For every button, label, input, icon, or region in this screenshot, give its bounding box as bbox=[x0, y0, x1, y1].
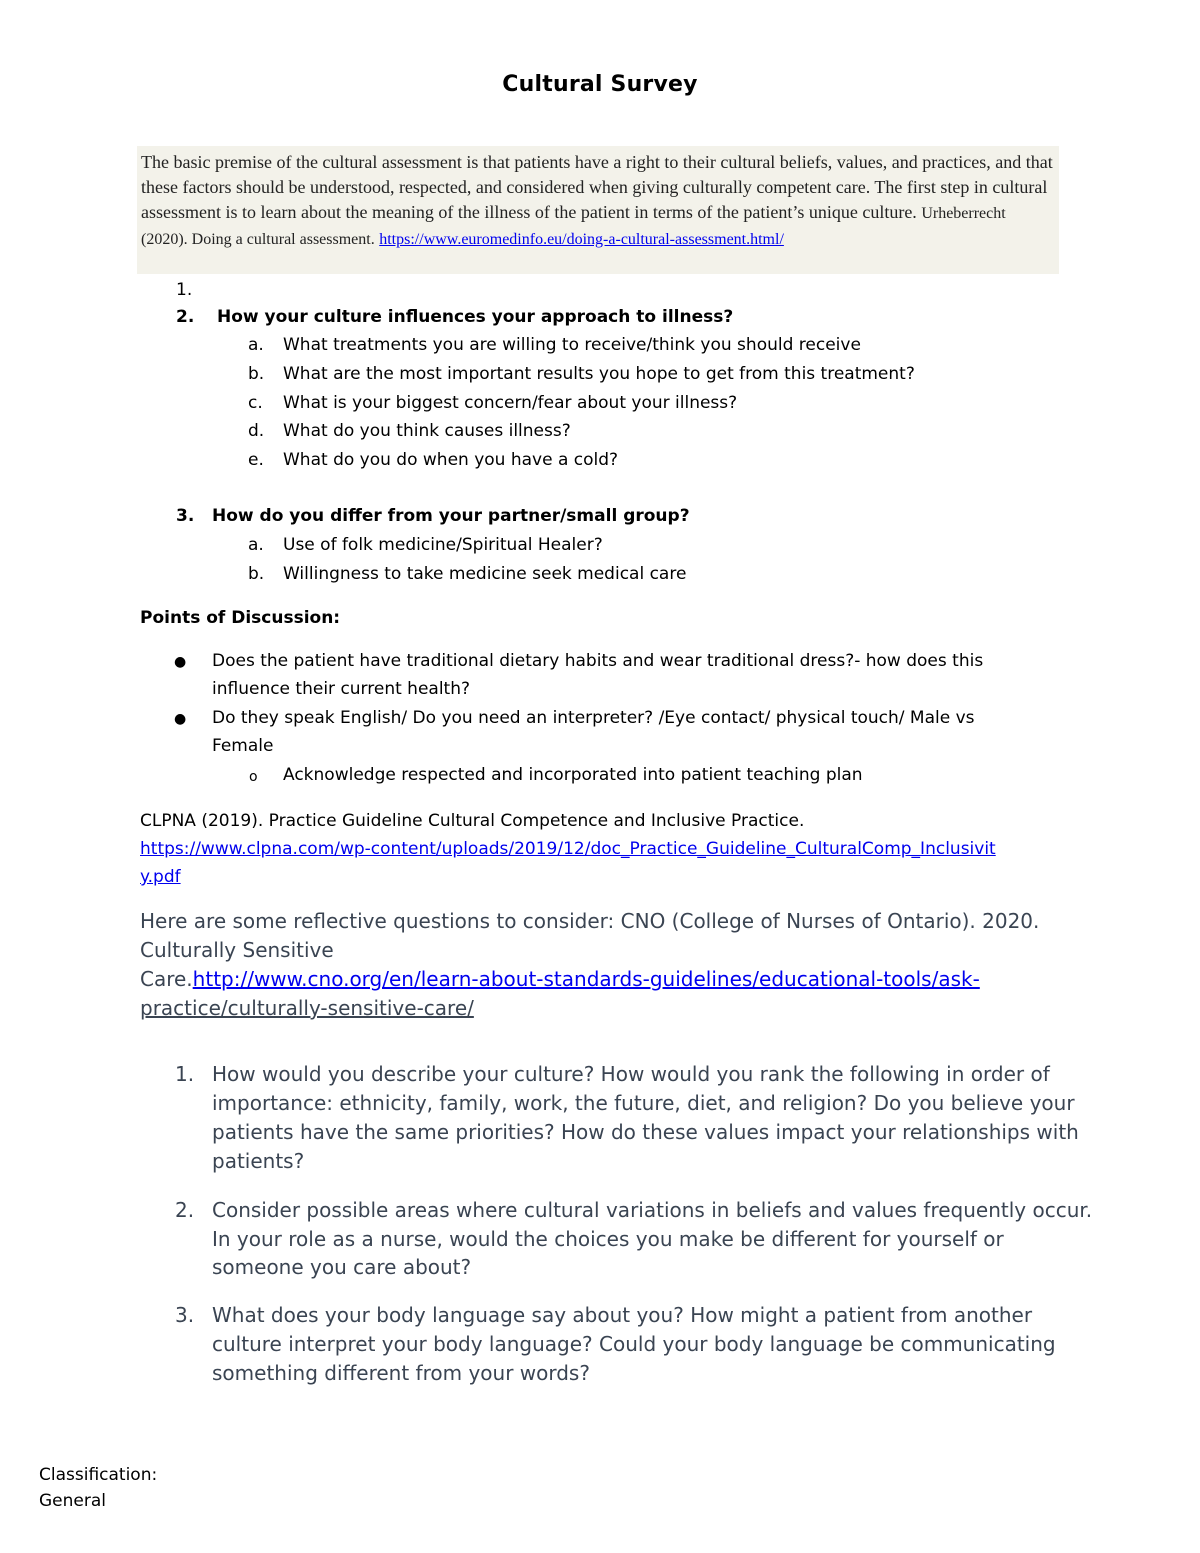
reflective-question-3-line1: What does your body language say about you? How might a patient from another bbox=[212, 1303, 1033, 1327]
bullet-icon: ● bbox=[174, 654, 187, 670]
question-2-item-a: What treatments you are willing to receive/think you should receive bbox=[283, 335, 861, 355]
question-2-item-e: What do you do when you have a cold? bbox=[283, 450, 619, 470]
question-2-item-a-marker: a. bbox=[248, 335, 264, 355]
question-2 bbox=[176, 303, 194, 331]
question-1-number: 1. bbox=[176, 280, 193, 300]
classification-label: Classification: bbox=[39, 1465, 158, 1485]
reflective-line1: Here are some reflective questions to consider: CNO (College of Nurses of Ontario). 2020. bbox=[140, 909, 1040, 933]
reflective-question-1-line2: importance: ethnicity, family, work, the future, diet, and religion? Do you believe your bbox=[212, 1091, 1075, 1115]
discussion-bullet-2-line1: Do they speak English/ Do you need an interpreter? /Eye contact/ physical touch/ Male vs bbox=[212, 708, 975, 728]
classification-value: General bbox=[39, 1491, 106, 1511]
question-2-number: 2. bbox=[176, 307, 195, 327]
question-2-item-b: What are the most important results you hope to get from this treatment? bbox=[283, 364, 915, 384]
question-2-item-c-marker: c. bbox=[248, 393, 263, 413]
cno-link-line1[interactable]: http://www.cno.org/en/learn-about-standards-guidelines/educational-tools/ask- bbox=[192, 967, 980, 991]
question-2-item-e-marker: e. bbox=[248, 450, 264, 470]
question-3-item-a: Use of folk medicine/Spiritual Healer? bbox=[283, 535, 603, 555]
question-3-number-wrap bbox=[176, 502, 194, 530]
question-2-item-c: What is your biggest concern/fear about your illness? bbox=[283, 393, 738, 413]
intro-text: The basic premise of the cultural assessment is that patients have a right to their cultural beliefs, values, and practices, and that these factors should be understood, respected, and considered when giving culturally competent care. The first step in cultural assessment is to learn about the meaning of the illness of the patient in terms of the patient’s unique culture. bbox=[141, 152, 1053, 222]
question-2-text bbox=[217, 303, 733, 331]
reflective-question-1-line3: patients have the same priorities? How do these values impact your relationships with bbox=[212, 1120, 1079, 1144]
euromedinfo-link[interactable]: https://www.euromedinfo.eu/doing-a-cultural-assessment.html/ bbox=[379, 231, 784, 248]
reflective-question-3-line3: something different from your words? bbox=[212, 1361, 590, 1385]
reflective-question-2-line2: In your role as a nurse, would the choices you make be different for yourself or bbox=[212, 1227, 1004, 1251]
reflective-question-3-line2: culture interpret your body language? Could your body language be communicating bbox=[212, 1332, 1056, 1356]
reflective-line3 bbox=[140, 965, 980, 994]
intro-box bbox=[137, 146, 1059, 274]
reflective-question-1-line4: patients? bbox=[212, 1149, 305, 1173]
question-3-item-b: Willingness to take medicine seek medical care bbox=[283, 564, 687, 584]
question-2-item-d: What do you think causes illness? bbox=[283, 421, 571, 441]
discussion-heading-wrap bbox=[140, 604, 340, 632]
discussion-bullet-1-line1: Does the patient have traditional dietary habits and wear traditional dress?- how does this bbox=[212, 651, 984, 671]
reflective-question-2-number: 2. bbox=[175, 1198, 195, 1222]
reflective-care-prefix: Care. bbox=[140, 967, 193, 991]
bullet-icon: ● bbox=[174, 711, 187, 727]
intro-citation: Urheberrecht (2020). Doing a cultural assessment. bbox=[141, 205, 1006, 248]
reflective-question-2-line1: Consider possible areas where cultural variations in beliefs and values frequently occur. bbox=[212, 1198, 1093, 1222]
question-3-label: How do you differ from your partner/small group? bbox=[212, 506, 690, 526]
question-2-label: How your culture influences your approach to illness? bbox=[217, 307, 734, 327]
reflective-line2: Culturally Sensitive bbox=[140, 938, 334, 962]
sub-bullet-marker: o bbox=[249, 769, 258, 785]
question-2-item-d-marker: d. bbox=[248, 421, 265, 441]
clpna-link-line1[interactable]: https://www.clpna.com/wp-content/uploads/2019/12/doc_Practice_Guideline_CulturalComp_Inclusivit bbox=[140, 839, 996, 859]
clpna-link-line2[interactable]: y.pdf bbox=[140, 867, 181, 887]
reflective-question-3-number: 3. bbox=[175, 1303, 195, 1327]
question-3-item-b-marker: b. bbox=[248, 564, 265, 584]
reflective-question-1-number: 1. bbox=[175, 1062, 195, 1086]
question-3-number: 3. bbox=[176, 506, 195, 526]
cno-link-line2[interactable]: practice/culturally-sensitive-care/ bbox=[140, 996, 474, 1020]
reflective-question-1-line1: How would you describe your culture? How would you rank the following in order of bbox=[212, 1062, 1050, 1086]
question-2-item-b-marker: b. bbox=[248, 364, 265, 384]
reflective-question-2-line3: someone you care about? bbox=[212, 1255, 472, 1279]
discussion-sub-bullet: Acknowledge respected and incorporated into patient teaching plan bbox=[283, 765, 863, 785]
discussion-heading: Points of Discussion: bbox=[140, 608, 341, 628]
page-title: Cultural Survey bbox=[502, 72, 698, 97]
discussion-bullet-2-line2: Female bbox=[212, 736, 274, 756]
clpna-citation: CLPNA (2019). Practice Guideline Cultural Competence and Inclusive Practice. bbox=[140, 811, 805, 831]
question-3-item-a-marker: a. bbox=[248, 535, 264, 555]
question-3-text bbox=[212, 502, 690, 530]
discussion-bullet-1-line2: influence their current health? bbox=[212, 679, 471, 699]
